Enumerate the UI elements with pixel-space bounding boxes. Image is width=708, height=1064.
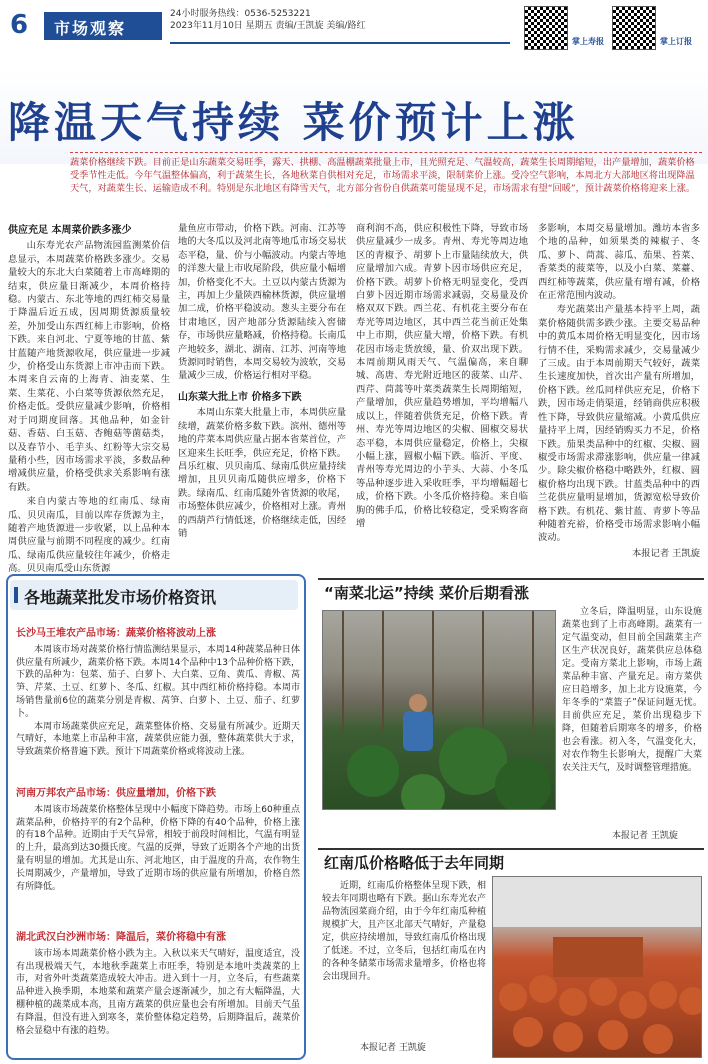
pumpkin-photo: [492, 876, 702, 1058]
byline: 本报记者 王凯旋: [612, 831, 678, 841]
paragraph: 量鱼应市带动，价格下跌。河南、江苏等地的大冬瓜以及河北南等地瓜市场交易状态平稳，量、价与小幅波动。内蒙古等地的洋葱大量上市收尾阶段，供应量小幅增加，价格变化不大。土豆以内蒙古货源为主，再加上少量陕西榆林货源，供应量增加二成，价格平稳波动。葱头主要分布在甘肃地区，因产地部分货源陆续入窖储存，市场供应量略减，价格持稳。长南瓜产地较多，湖北、湖南、江苏、河南等地货源同时销售，本周交易较为波软，交易量减少三成，价格运行相对平稳。: [178, 223, 346, 382]
feature-rule: [318, 578, 704, 580]
date-line: 2023年11月10日 星期五 责编/王凯旋 美编/路红: [170, 21, 366, 31]
photo-illustration: [493, 877, 702, 1058]
body-column-1: [8, 222, 170, 577]
feature-rule: [318, 848, 704, 850]
lead-paragraph: 蔬菜价格继续下跌。目前正是山东蔬菜交易旺季，露天、拱棚、高温棚蔬菜批量上市，且光照充足、气温较高，蔬菜生长周期缩短，出产量增加，蔬菜价格受季节性走低。今年气温整体偏高，利于蔬菜生长，各地秋菜自供相对充足，市场需求平淡，限制菜价上涨。受冷空气影响，本周北方大部地区将出现降温天气，对蔬菜生长、运输造成不利。特别是东北地区有降雪天气，北方部分省份自供蔬菜可能显现不足，市场需求有望“回暖”，预计蔬菜价格将迎来上涨。: [70, 152, 702, 195]
paragraph: 来自内蒙古等地的红南瓜、绿南瓜、贝贝南瓜，目前以库存货源为主，随着产地货源进一步收紧，以上品种本周供应量与前期不同程度的减少。红南瓜、绿南瓜供应量较往年减少，价格走高。贝贝南瓜受山东货源: [8, 496, 170, 575]
feature-title: “南菜北运”持续 菜价后期看涨: [324, 584, 529, 602]
subheading: 山东菜大批上市 价格多下跌: [178, 391, 302, 403]
section-name: 市场观察: [44, 12, 162, 40]
page-number: 6: [10, 10, 29, 40]
qr-code-1[interactable]: [524, 6, 568, 50]
body-column-2: [178, 222, 346, 541]
body-column-3: [356, 222, 528, 531]
paragraph: 本周市场蔬菜供应充足，蔬菜整体价格、交易量有所减少。近期天气晴好，本地菜上市品种丰富，蔬菜供应能力强，整体蔬菜供大于求，导致蔬菜价格普遍下跌。预计下周蔬菜价格或将波动上涨。: [16, 721, 300, 758]
paragraph: 本周该市场蔬菜价格整体呈现中小幅度下降趋势。市场上60种重点蔬菜品种，价格持平的有2个品种，价格下降的有40个品种，价格上涨的有18个品种。近期由于天气异常，相较于前段时间相比，气温有明显的上升，最高到达30摄氏度。气温的反弹，导致了近期各个产地的出货量有明显的增加。尤其是山东、河北地区，由于温度的升高，农作物生长周期减少，产量增加，导致了近期市场的供应量有所增加，价格自然有所降低。: [16, 804, 300, 892]
header-rule: [170, 42, 510, 44]
byline: 本报记者 王凯旋: [360, 1043, 426, 1053]
market-item: [16, 788, 300, 893]
qr-code-2[interactable]: [612, 6, 656, 50]
body-column-4: [538, 222, 700, 560]
market-item: [16, 932, 300, 1037]
subheading: 供应充足 本周菜价跌多涨少: [8, 225, 132, 236]
feature-title: 红南瓜价格略低于去年同期: [324, 854, 505, 872]
feature-text: 近期，红南瓜价格整体呈现下跌，相较去年同期也略有下跌。据山东寿光农产品物流园菜商介绍，由于今年红南瓜种植规模扩大，且产区北部天气晴好，产量稳定，供应持续增加，导致红南瓜价格出现了低迷。不过，立冬后，包括红南瓜在内的各种冬储菜市场需求量增多，价格也将会出现回升。: [322, 881, 486, 982]
byline: 本报记者 王凯旋: [631, 547, 700, 559]
market-name: 长沙马王堆农产品市场：蔬菜价格将波动上涨: [16, 628, 216, 639]
header-info: [170, 8, 365, 32]
qr-caption-1: 掌上寿报: [572, 37, 604, 46]
paragraph: 本周该市场对蔬菜价格行情监测结果显示，本周14种蔬菜品种日体供应量有所减少，蔬菜价格下跌。本周14个品种中13个品种价格下跌，下跌的品种为：包菜、茄子、白萝卜、大白菜、豆角、黄瓜、青椒、莴笋、芹菜、土豆、红萝卜、冬瓜、红椒。其中西红柿价格持稳。本周市场销售量前6位的蔬菜分别是青椒、莴笋、白萝卜、土豆、茄子、红萝卜。: [16, 644, 300, 719]
market-name: 湖北武汉白沙洲市场：降温后，菜价将稳中有涨: [16, 932, 226, 943]
paragraph: 多影响，本周交易量增加。潍坊本省多个地的品种，如须果类的辣椒子、冬瓜、萝卜、茼蒿、蒜瓜、茄果、苔菜、香菜类的菠菜等，以及小白菜、菜薹、西红柿等蔬菜，供应量有增有减，价格在正常范围内波动。: [538, 223, 700, 302]
paragraph: 山东寿光农产品物流园监测菜价信息显示，本周蔬菜价格跌多涨少。交易量较大的东北大白菜随着上市高峰期的结束，供应量日渐减少，本周价格持稳。内蒙古、东北等地的西红柿交易量于降温后近五成，因周期货源质量较差，外加受山东西红柿上市影响，价格下跌。来自河北、宁夏等地的甘蓝、紫甘蓝随产地货源收尾，供应量进一步减少，价格受山东货源上市冲击而下跌。本周来自云南的上海青、油麦菜、生菜、生菜花、小白菜等货源依然充足，价格走低。受供应量减少影响，价格相对于同期度回落。其他品种，如金针菇、香菇、白玉菇、杏鲍菇等菌菇类，以及春节小、毛芋头、红粉等大宗交易量稍小些，因市场需求平淡，多数品种增减供应量，价格受供求关系影响有涨有跌。: [8, 240, 170, 493]
hotline: 24小时服务热线：0536-5253221: [170, 9, 311, 19]
market-name: 河南万邦农产品市场：供应量增加，价格下跌: [16, 788, 216, 799]
farmer-photo: [322, 610, 556, 810]
box-title: 各地蔬菜批发市场价格资讯: [10, 580, 298, 610]
market-item: [16, 628, 300, 759]
page-header: [0, 0, 708, 56]
paragraph: 本周山东菜大批量上市，本周供应量续增，蔬菜价格多数下跌。滨州、德州等地的芹菜本周供应量占据本省菜首位，产区迎来生长旺季，供应充足，价格下跌。昌乐红椒、贝贝南瓜、绿南瓜供应量持续增加，且贝贝南瓜随供应增多，价格下跌。绿南瓜、红南瓜随外省货源的收尾，市场整体供应减少，价格相对上涨。青州的西葫芦行情低迷，价格继续走低，因经销: [178, 407, 346, 539]
photo-illustration: [323, 611, 556, 810]
headline: 降温天气持续 菜价预计上涨: [8, 98, 579, 147]
paragraph: 该市场本周蔬菜价格小跌为主。入秋以来天气晴好，温度适宜，没有出现极端天气，本地秋季蔬菜上市旺季，特别是本地叶类蔬菜的上市，对省外叶类蔬菜造成较大冲击。进入到十一月，立冬后，有些蔬菜品种进入换季期，本地菜和蔬菜产量会逐渐减少，加之有大幅降温，大棚种植的蔬菜成本高，且南方蔬菜的供应量也会有所增加。目前天气虽有降温，但没有进入到寒冬，菜价整体稳定趋势，后期降温后，蔬菜价格会显稳中有涨的趋势。: [16, 948, 300, 1036]
qr-caption-2: 掌上订报: [660, 37, 692, 46]
paragraph: 商利润不高，供应积极性下降，导致市场供应量减少一成多。青州、寿光等周边地区的青椒予、胡萝卜上市量陆续放大，供应量增加六成。青萝卜因市场供应充足，价格下跌。胡萝卜价格无明显变化，受西白萝卜因近期市场需求减弱，交易量及价格双双下跌。西兰花、有机花主要分布在寿光等周边地区，其中西兰花当前正处集中上市期，供应量大增，价格下跌。有机花因市场走货放缓，量、价双出现下跌。本周前期风雨天气、气温偏高，来自聊城、高唐、寿光附近地区的菠菜、山芹、西芹、茼蒿等叶菜类蔬菜生长周期缩短，产量增加，供应量趋势增加，平均增幅八成以上，伴随着供货充足，价格下跌。青州、寿光等周边地区的尖椒、圆椒交易状态平稳，本周供应量稳定，价格上，尖椒小幅上涨，圆椒小幅下跌。临沂、平度、青州等寿光周边的小芋头、大蒜、小冬瓜等品种逐步进入采收旺季，平均增幅超七成，价格下跌。小冬瓜价格持稳。来自临朐的佛手瓜，价格比较稳定，受采购客商增: [356, 223, 528, 529]
paragraph: 寿光蔬菜出产量基本持平上周，蔬菜价格随供需多跌少涨。主要交易品种中的黄瓜本周价格无明显变化，因市场行情不佳，采购需求减少，交易量减少了三成。由于本周前期天气较好，蔬菜生长速度加快，首次出产量有所增加，价格下跌。丝瓜同样供应充足，价格下跌，因市场走俏渠道，经销商供应积极性下降，导致供应量缩减。小黄瓜供应量持平上周，因经销购买力不足，价格下跌。茄果类品种中的红椒、尖椒、圆椒受市场需求滞涨影响，供应量一律减少。除尖椒价格稳中略跌外，红椒、圆椒价格均出现下跌。甘蓝类品种中的西兰花供应量明显增加，货源宽松导致价格下跌。有机花、紫甘蓝、青萝卜等品种随着充裕，价格受市场需求影响小幅波动。: [538, 304, 700, 544]
feature-text: 立冬后，降温明显，山东设施蔬菜也到了上市高峰期。蔬菜有一定气温变动，但目前全国蔬菜主产区生产状况良好，蔬菜供应总体稳定。受南方菜北上影响，市场上蔬菜品种丰富、产量充足。南方菜供应日趋增多，加上北方设施菜，今年冬季的“菜篮子”保证问题无忧。目前供应充足，菜价出现稳步下降，但随着后期寒冬的增多，价格也会看涨。初入冬，气温变化大，对农作物生长影响大，提醒广大菜农关注天气，及时调整管理措施。: [562, 607, 702, 773]
